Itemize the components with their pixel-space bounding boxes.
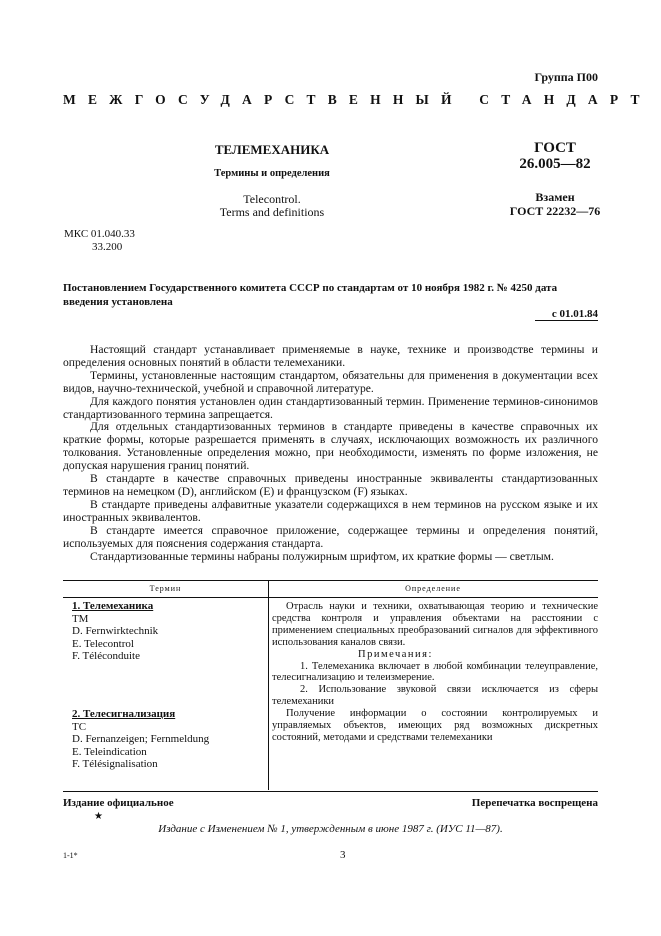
group-label: Группа П00	[534, 70, 598, 84]
term-english: E. Telecontrol	[72, 637, 134, 650]
introduction-text	[63, 344, 598, 563]
replaced-label: Взамен	[535, 190, 575, 204]
note-2: 2. Использование звуковой связи исключается из сферы телемеханики	[272, 684, 598, 708]
term-french: F. Téléconduite	[72, 650, 140, 662]
term-german: D. Fernwirktechnik	[72, 625, 159, 637]
table-bottom-rule	[63, 791, 598, 792]
column-header-term: Термин	[149, 584, 182, 593]
term-german: D. Fernanzeigen; Fernmeldung	[72, 733, 210, 745]
paragraph: Для отдельных стандартизованных терминов в стандарте приведены в качестве справочных их краткие формы, которые разрешается применять в случаях, исключающих возможность их различного толкования. Установленные определения можно, при необходимости, изменять по форме изложения, не допуская нарушения границ понятий.	[63, 420, 598, 473]
paragraph: В стандарте в качестве справочных приведены иностранные эквиваленты стандартизованных терминов на немецком (D), английском (E) и французском (F) языках.	[63, 472, 598, 498]
edition-note: Издание с Изменением № 1, утвержденным в июне 1987 г. (ИУС 11—87).	[158, 823, 503, 835]
column-header-definition: Определение	[405, 584, 461, 593]
title-english-2: Terms and definitions	[219, 205, 325, 219]
paragraph: В стандарте приведены алфавитные указатели содержащихся в нем терминов на русском языке и их иностранных эквивалентов.	[63, 497, 598, 524]
notes-label: Примечания:	[358, 648, 433, 660]
term-name: 1. Телемеханика	[72, 600, 154, 612]
term-cell	[72, 600, 158, 663]
mks-code-2: 33.200	[92, 241, 123, 253]
gost-number: 26.005—82	[519, 156, 591, 172]
date-underline	[535, 320, 598, 321]
term-english: E. Teleindication	[72, 745, 147, 758]
table-header	[63, 580, 598, 598]
terms-table	[63, 580, 598, 598]
term-french: F. Télésignalisation	[72, 758, 158, 770]
term-name: 2. Телесигнализация	[72, 708, 176, 720]
replaced-standard: ГОСТ 22232—76	[509, 204, 601, 218]
definition-text: Получение информации о состоянии контролируемых и управляемых объектов, имеющих ряд возможных дискретных состояний, методами и средствами телемеханики	[272, 708, 598, 743]
paragraph: Стандартизованные термины набраны полужирным шрифтом, их краткие формы — светлым.	[90, 549, 554, 563]
paragraph: Настоящий стандарт устанавливает применяемые в науке, технике и производстве термины и определения основных понятий в области телемеханики.	[63, 343, 598, 369]
official-edition-label: Издание официальное	[63, 797, 174, 809]
standard-header: МЕЖГОСУДАРСТВЕННЫЙ СТАНДАРТ	[63, 92, 652, 107]
paragraph: В стандарте имеется справочное приложение, содержащее термины и определения понятий, используемых для пояснения содержания стандарта.	[63, 523, 598, 550]
mks-code-1: МКС 01.040.33	[64, 228, 135, 240]
table-column-divider	[268, 580, 269, 790]
document-title: ТЕЛЕМЕХАНИКА	[214, 142, 330, 157]
page-code: 1-1*	[63, 851, 78, 860]
term-cell	[72, 708, 209, 771]
definition-cell	[272, 601, 598, 708]
document-subtitle: Термины и определения	[214, 168, 330, 179]
term-short-form: ТМ	[72, 612, 89, 625]
effective-date: с 01.01.84	[551, 308, 598, 320]
paragraph: Для каждого понятия установлен один стандартизованный термин. Применение терминов-синонимов стандартизованного термина запрещается.	[63, 394, 598, 421]
title-english-1: Telecontrol.	[243, 192, 301, 206]
paragraph: Термины, установленные настоящим стандартом, обязательны для применения в документации всех видов, научно-технической, учебной и справочной литературе.	[63, 368, 598, 395]
mks-codes	[64, 228, 135, 254]
decree-text: Постановлением Государственного комитета СССР по стандартам от 10 ноября 1982 г. № 4250 дата введения установлена	[63, 282, 558, 308]
note-1: 1. Телемеханика включает в любой комбинации телеуправление, телесигнализацию и телеизмерение.	[272, 660, 598, 684]
page-number: 3	[340, 849, 346, 861]
term-short-form: ТС	[72, 720, 87, 733]
star-icon: ★	[94, 811, 103, 822]
definition-text: Отрасль науки и техники, охватывающая теорию и технические средства контроля и управления объектами на расстоянии с применением специальных преобразований сигналов для эффективного использования каналов связи.	[272, 601, 598, 648]
reprint-prohibited-label: Перепечатка воспрещена	[471, 797, 598, 809]
gost-label: ГОСТ	[534, 140, 576, 156]
definition-cell	[272, 708, 598, 744]
